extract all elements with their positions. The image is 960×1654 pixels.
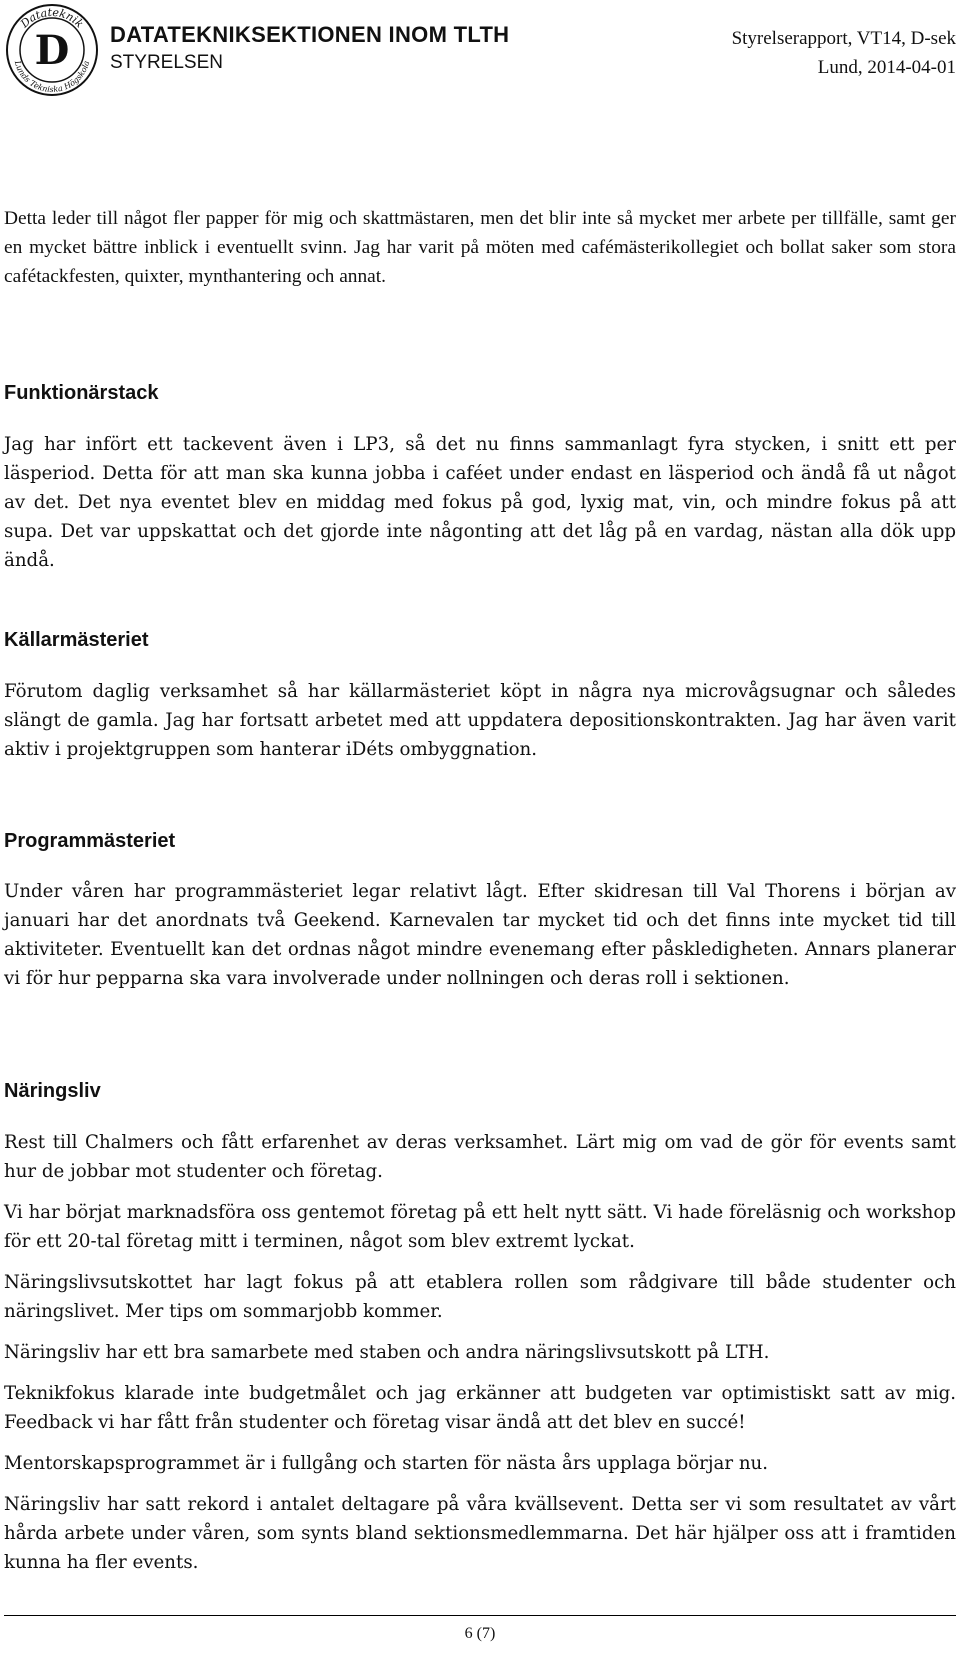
section-heading-naringsliv: Näringsliv [4,1080,101,1102]
logo-text-bottom: Lunds Tekniska Högskola [12,59,92,95]
intro-paragraph: Detta leder till något fler papper för mig och skattmästaren, men det blir inte så mycket mer arbete per tillfälle, samt ger en mycket bättre inblick i eventuellt svinn. Jag har varit på möten med cafémästerikollegiet och bollat saker som stora cafétackfesten, quixter, mynthantering och annat. [4,208,956,287]
paragraph: Jag har infört ett tackevent även i LP3, så det nu finns sammanlagt fyra stycken, i snitt ett per läsperiod. Detta för att man ska kunna jobba i caféet under endast en läsperiod och ändå få ut något av det. Det nya eventet blev en middag med fokus på god, lyxig mat, vin, och mindre fokus på att supa. Det var uppskattat och det gjorde inte någonting att det låg på en vardag, nästan alla dök upp ändå. [4,434,956,571]
datateknik-logo [4,2,100,98]
organization-name: DATATEKNIKSEKTIONEN INOM TLTH [110,22,510,47]
section-heading-programmasteriet: Programmästeriet [4,830,176,852]
logo-numeral: D [34,27,70,74]
footer-rule [4,1615,956,1616]
intro-section [4,204,956,291]
paragraph: Näringsliv har ett bra samarbete med staben och andra näringslivsutskott på LTH. [4,1342,770,1363]
paragraph: Mentorskapsprogrammet är i fullgång och starten för nästa års upplaga börjar nu. [4,1453,769,1474]
paragraph: Under våren har programmästeriet legar relativt lågt. Efter skidresan till Val Thorens i början av januari har det anordnats två Geekend. Karnevalen tar mycket tid och det finns inte mycket tid till aktiviteter. Eventuellt kan det ordnas något mindre evenemang efter påskledigheten. Annars planerar vi för hur pepparna ska vara involverade under nollningen och deras roll i sektionen. [4,881,956,989]
section-heading-funktionarstack: Funktionärstack [4,382,159,404]
paragraph: Näringsliv har satt rekord i antalet deltagare på våra kvällsevent. Detta ser vi som resultatet av vårt hårda arbete under våren, som synts bland sektionsmedlemmarna. Det här hjälper oss att i framtiden kunna ha fler events. [4,1494,956,1573]
logo-text-top: Datateknik [18,5,87,31]
page-number: 6 (7) [464,1625,496,1642]
paragraph: Vi har börjat marknadsföra oss gentemot företag på ett helt nytt sätt. Vi hade föreläsnig och workshop för ett 20-tal företag mitt i terminen, något som blev extremt lyckat. [4,1202,956,1252]
section-body-naringsliv [4,1128,956,1577]
section-heading-kallarmasteriet: Källarmästeriet [4,629,149,651]
paragraph: Förutom daglig verksamhet så har källarmästeriet köpt in några nya microvågsugnar och således slängt de gamla. Jag har fortsatt arbetet med att uppdatera depositionskontrakten. Jag har även varit aktiv i projektgruppen som hanterar iDéts ombyggnation. [4,681,956,760]
section-body-funktionarstack [4,430,956,575]
place-date: Lund, 2014-04-01 [817,57,956,78]
section-body-programmasteriet [4,877,956,993]
section-body-kallarmasteriet [4,677,956,764]
paragraph: Rest till Chalmers och fått erfarenhet av deras verksamhet. Lärt mig om vad de gör för events samt hur de jobbar mot studenter och företag. [4,1132,956,1182]
paragraph: Teknikfokus klarade inte budgetmålet och jag erkänner att budgeten var optimistiskt satt av mig. Feedback vi har fått från studenter och företag visar ändå att det blev en succé! [4,1383,956,1433]
report-title: Styrelserapport, VT14, D-sek [731,28,956,49]
department-name: STYRELSEN [110,52,223,73]
paragraph: Näringslivsutskottet har lagt fokus på att etablera rollen som rådgivare till både studenter och näringslivet. Mer tips om sommarjobb kommer. [4,1272,956,1322]
